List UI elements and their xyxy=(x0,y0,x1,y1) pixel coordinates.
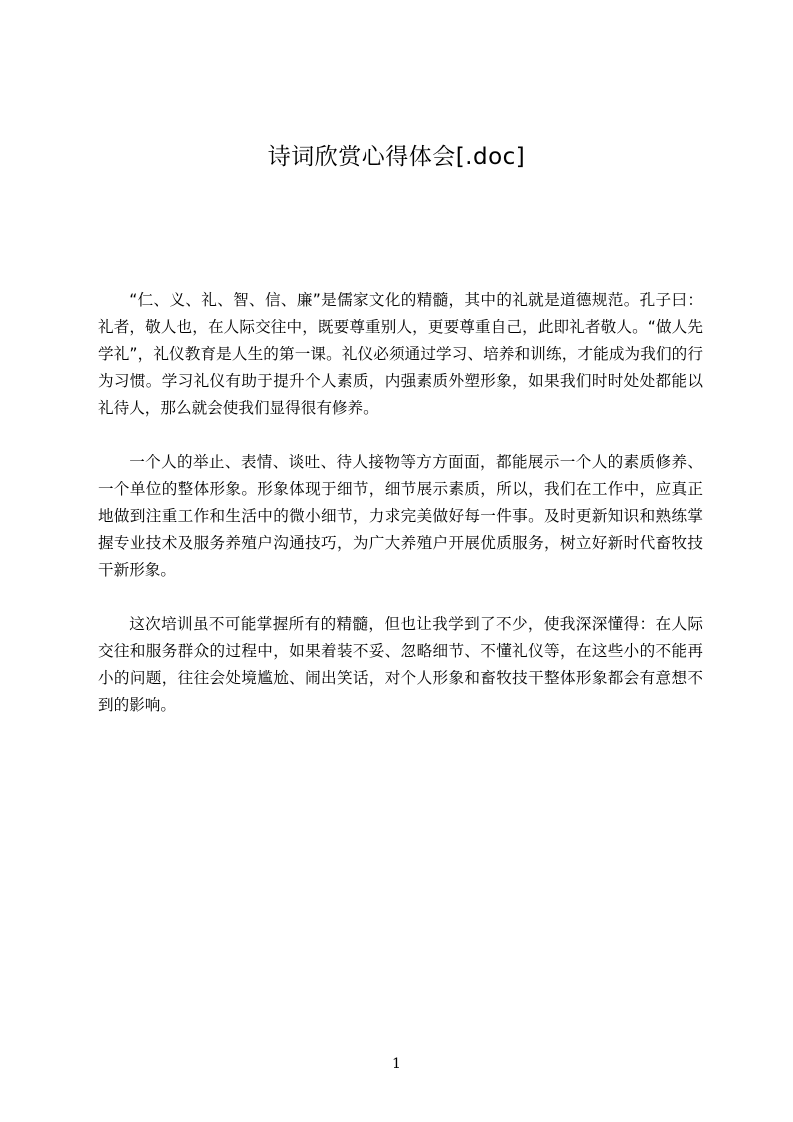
document-body xyxy=(98,287,703,746)
document-title: 诗词欣赏心得体会[.doc] xyxy=(267,144,526,170)
paragraph-1: “仁、义、礼、智、信、廉”是儒家文化的精髓，其中的礼就是道德规范。孔子曰：礼者，敬人也，在人际交往中，既要尊重别人，更要尊重自己，此即礼者敬人。“做人先学礼”，礼仪教育是人生的第一课。礼仪必须通过学习、培养和训练，才能成为我们的行为习惯。学习礼仪有助于提升个人素质，内强素质外塑形象，如果我们时时处处都能以礼待人，那么就会使我们显得很有修养。 xyxy=(98,291,703,417)
paragraph-2: 一个人的举止、表情、谈吐、待人接物等方方面面，都能展示一个人的素质修养、一个单位的整体形象。形象体现于细节，细节展示素质，所以，我们在工作中，应真正地做到注重工作和生活中的微小细节，力求完美做好每一件事。及时更新知识和熟练掌握专业技术及服务养殖户沟通技巧，为广大养殖户开展优质服务，树立好新时代畜牧技干新形象。 xyxy=(98,453,703,579)
page-number: 1 xyxy=(392,1056,401,1072)
paragraph-3: 这次培训虽不可能掌握所有的精髓，但也让我学到了不少，使我深深懂得：在人际交往和服务群众的过程中，如果着装不妥、忽略细节、不懂礼仪等，在这些小的不能再小的问题，往往会处境尴尬、闹出笑话，对个人形象和畜牧技干整体形象都会有意想不到的影响。 xyxy=(98,615,703,714)
